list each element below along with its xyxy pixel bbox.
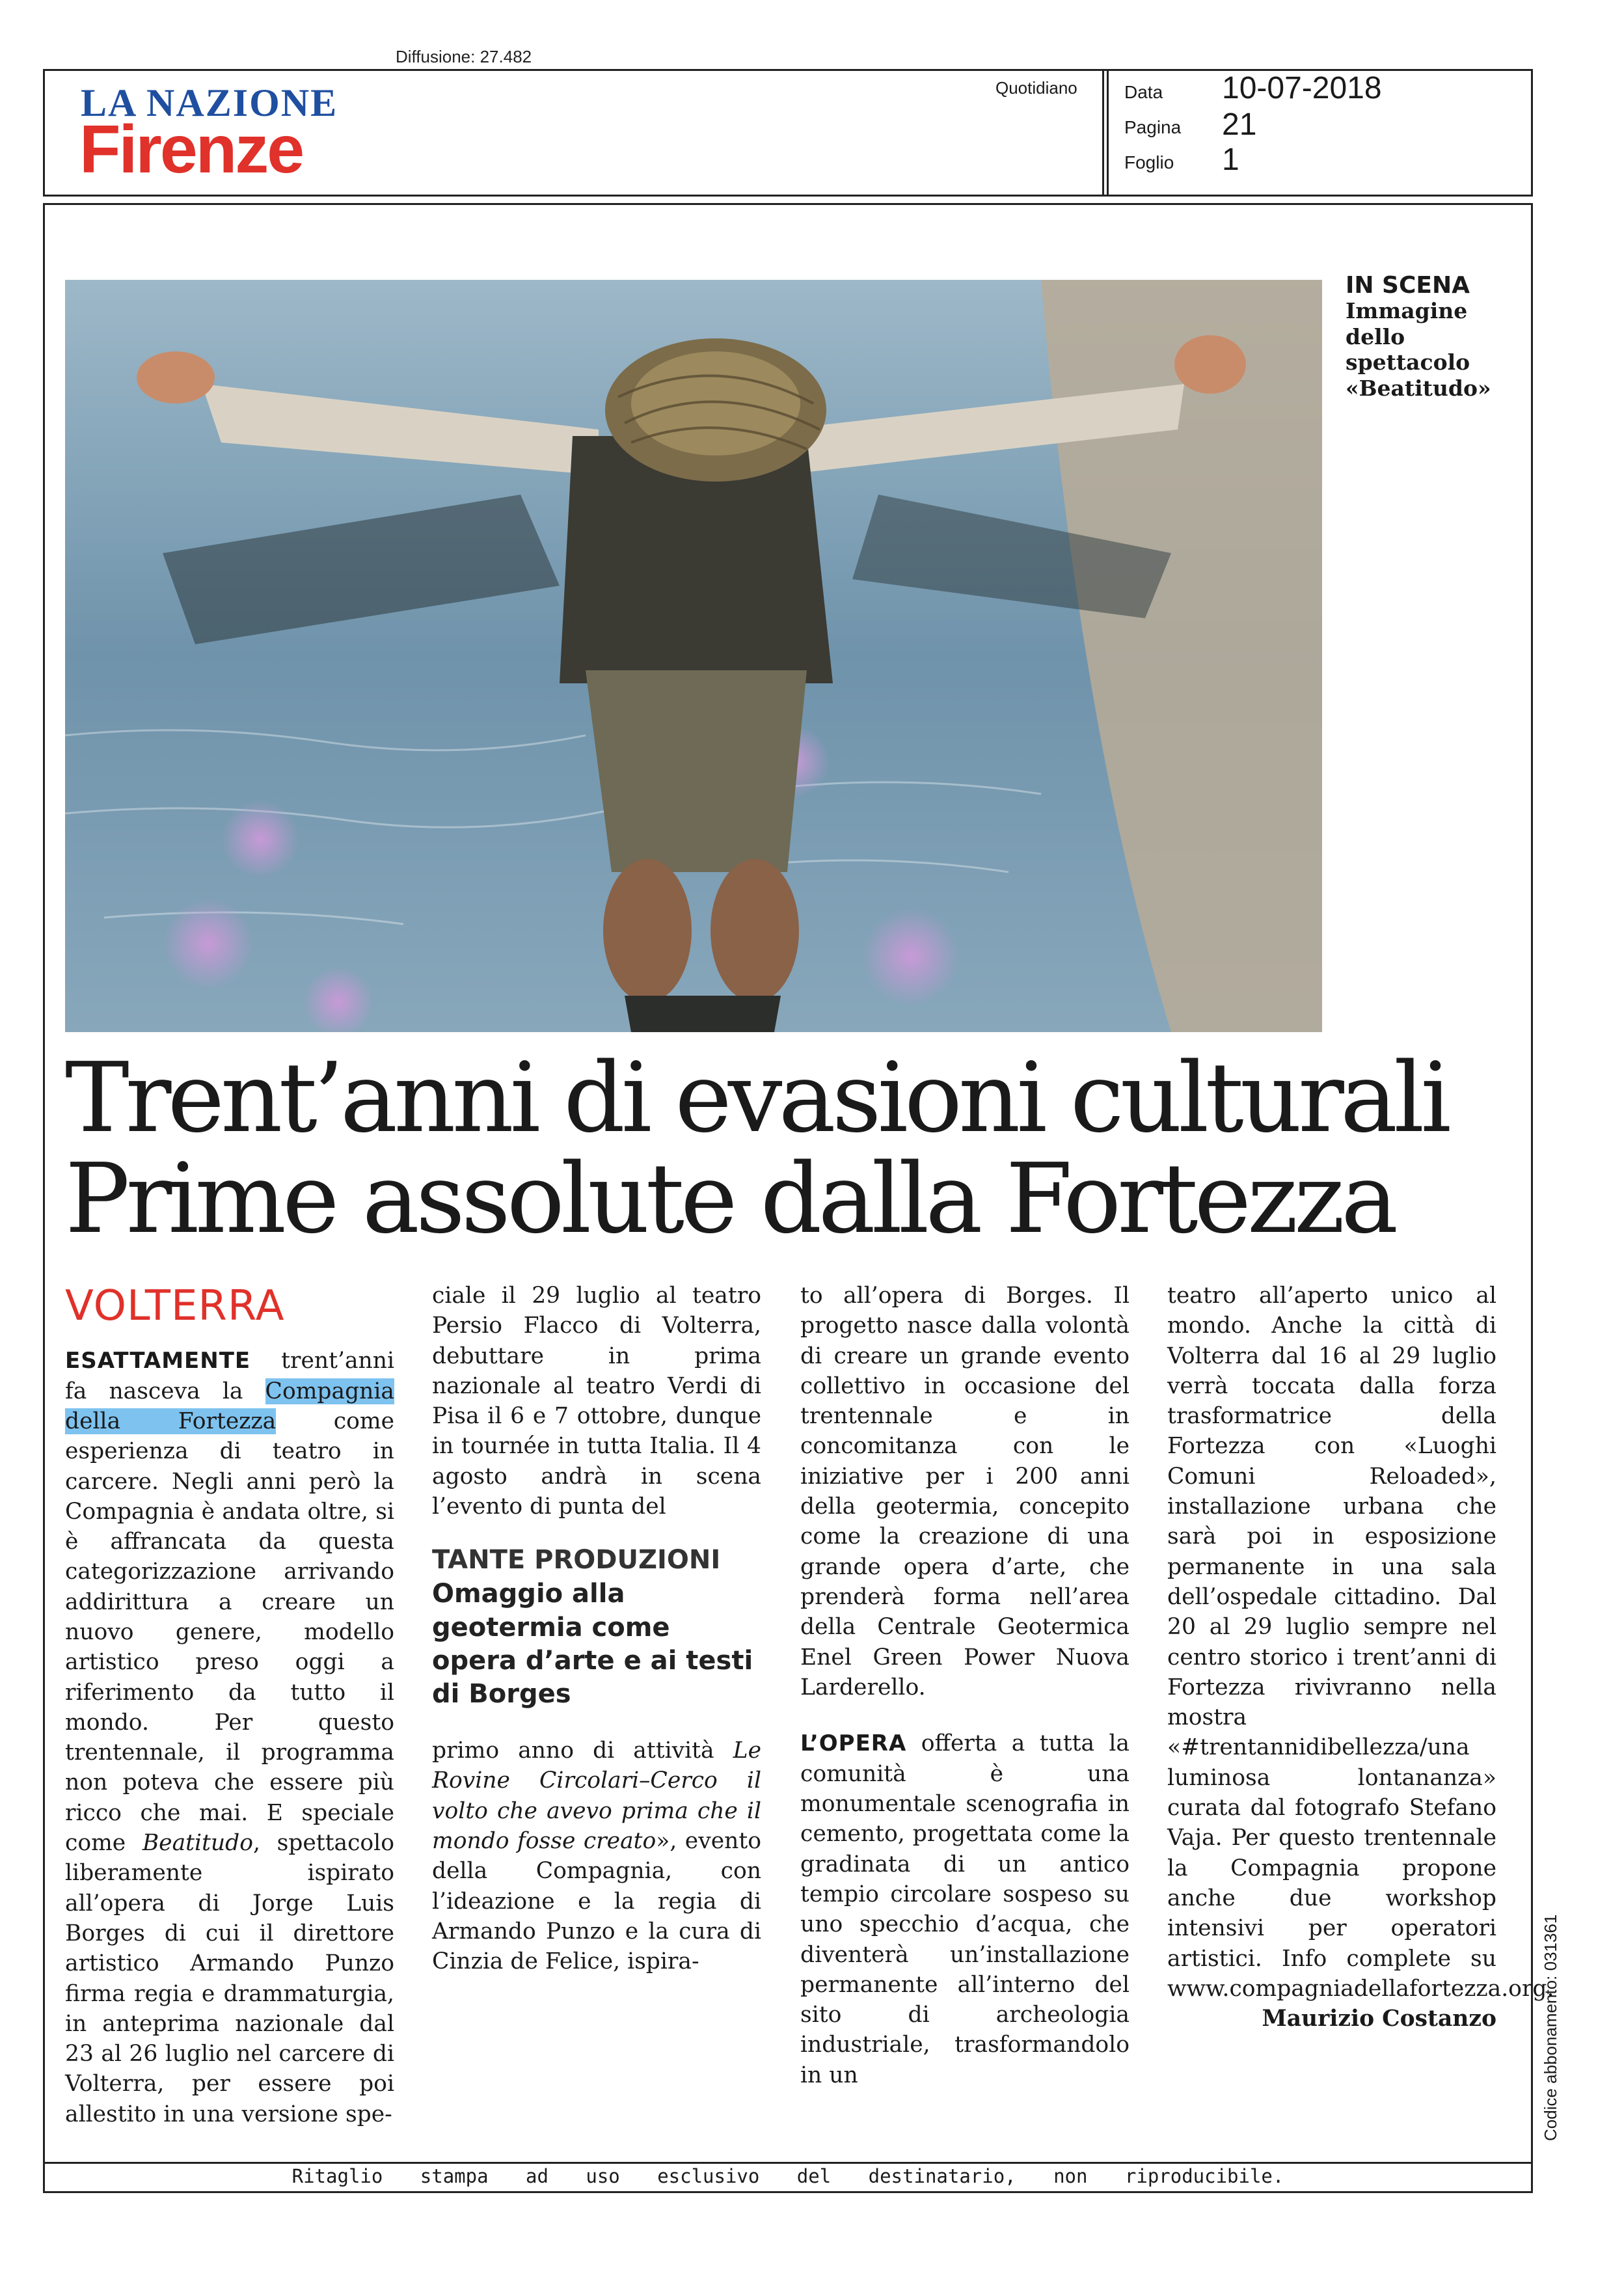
col1-text-a: trent’anni fa nasceva la [65,1348,394,1404]
article-photo [65,280,1322,1032]
photo-illustration [65,280,1322,1032]
byline-signature: Maurizio Costanzo [1262,2006,1496,2032]
event-title-italic: Le Rovine Circolari–Cerco il volto che avevo prima che il mondo fosse creato [432,1738,761,1855]
pagina-label: Pagina [1124,117,1182,137]
col1-text-b: come esperienza di teatro in carcere. Negli anni però la Compagnia è andata oltre, si è affrancata da questa categorizzazione arrivando addirittura a creare un nuovo genere, modello artistico preso oggi a riferimento da tutto il mondo. Per questo trentennale, il programma non poteva che essere più ricco che mai. E speciale come [65,1408,394,1857]
dateline-place: VOLTERRA [65,1282,285,1330]
article-column-3 [800,1281,1130,2090]
periodicity-label: Quotidiano [995,78,1077,98]
header-divider [1102,69,1109,197]
photo-caption-kicker: IN SCENA [1346,272,1470,299]
col3-text-a: to all’opera di Borges. Il progetto nasce dalla volontà di creare un grande evento collettivo in occasione del trentennale e in concomitanza con le iniziative per i 200 anni della geotermia, concepito come la creazione di una grande opera d’arte, che prenderà forma nell’area della Centrale Geotermica Enel Green Power Nuova Larderello. [800,1283,1130,1700]
masthead-title: LA NAZIONE [81,81,338,124]
col2-text-b: primo anno di attività [432,1738,733,1764]
data-value: 10-07-2018 [1222,71,1382,105]
diffusione-label: Diffusione: 27.482 [396,47,532,66]
lead-word: ESATTAMENTE [65,1348,251,1374]
masthead-city: Firenze [79,112,303,187]
headline [65,1042,1509,1255]
headline-line-2: Prime assolute dalla Fortezza [65,1143,1395,1255]
pagina-value: 21 [1222,107,1257,142]
article-column-1 [65,1346,394,2129]
col1-text-c: , spettacolo liberamente ispirato all’opera di Jorge Luis Borges di cui il direttore artistico Armando Punzo firma regia e drammaturgia, in anteprima nazionale dal 23 al 26 luglio nel carcere di Volterra, per essere poi allestito in una versione spe- [65,1830,394,2127]
article-column-4 [1167,1281,1554,2034]
col4-text-a: teatro all’aperto unico al mondo. Anche la città di Volterra dal 16 al 29 luglio verrà toccata dalla forza trasformatrice della Fortezza con «Luoghi Comuni Reloaded», installazione urbana che sarà poi in esposizione permanente in una sala dell’ospedale cittadino. Dal 20 al 29 luglio sempre nel centro storico i trent’anni di Fortezza rivivranno nella mostra «#trentannidibellezza/una luminosa lontananza» curata dal fotografo Stefano Vaja. Per questo trentennale la Compagnia propone anche due workshop intensivi per operatori artistici. Info complete su www.compagniadellafortezza.org. [1167,1283,1554,2002]
subheading-title: Omaggio alla geotermia come opera d’arte e ai testi di Borges [432,1579,753,1709]
reproduction-notice: Ritaglio stampa ad uso esclusivo del destinatario, non riproducibile. [291,2165,1284,2187]
col2-text-a: ciale il 29 luglio al teatro Persio Flacco di Volterra, debuttare in prima nazionale al teatro Verdi di Pisa il 6 e 7 ottobre, dunque in tournée in tutta Italia. Il 4 agosto andrà in scena l’evento di punta del [432,1283,761,1520]
photo-caption: Immagine dello spettacolo «Beatitudo» [1346,298,1491,401]
data-label: Data [1124,82,1163,102]
highlighted-company-name: Compagnia della Fortezza [65,1378,394,1434]
show-title-italic: Beatitudo [142,1830,254,1857]
foglio-value: 1 [1222,143,1239,177]
subheading-kicker: TANTE PRODUZIONI [432,1545,721,1576]
headline-line-1: Trent’anni di evasioni culturali [65,1042,1448,1154]
subscription-code: Codice abbonamento: 031361 [1541,1914,1560,2141]
foglio-label: Foglio [1124,152,1174,172]
col3-text-b: offerta a tutta la comunità è una monumentale scenografia in cemento, progettata come la gradinata di un antico tempio circolare sospeso su uno specchio d’acqua, che diventerà un’installazione permanente all’interno del sito di archeologia industriale, trasformandolo in un [800,1730,1130,2088]
article-column-2 [432,1281,761,1977]
lead-word-opera: L’OPERA [800,1730,907,1757]
col2-text-c: », evento della Compagnia, con l’ideazione e la regia di Armando Punzo e la cura di Cinzia de Felice, ispira- [432,1828,761,1975]
